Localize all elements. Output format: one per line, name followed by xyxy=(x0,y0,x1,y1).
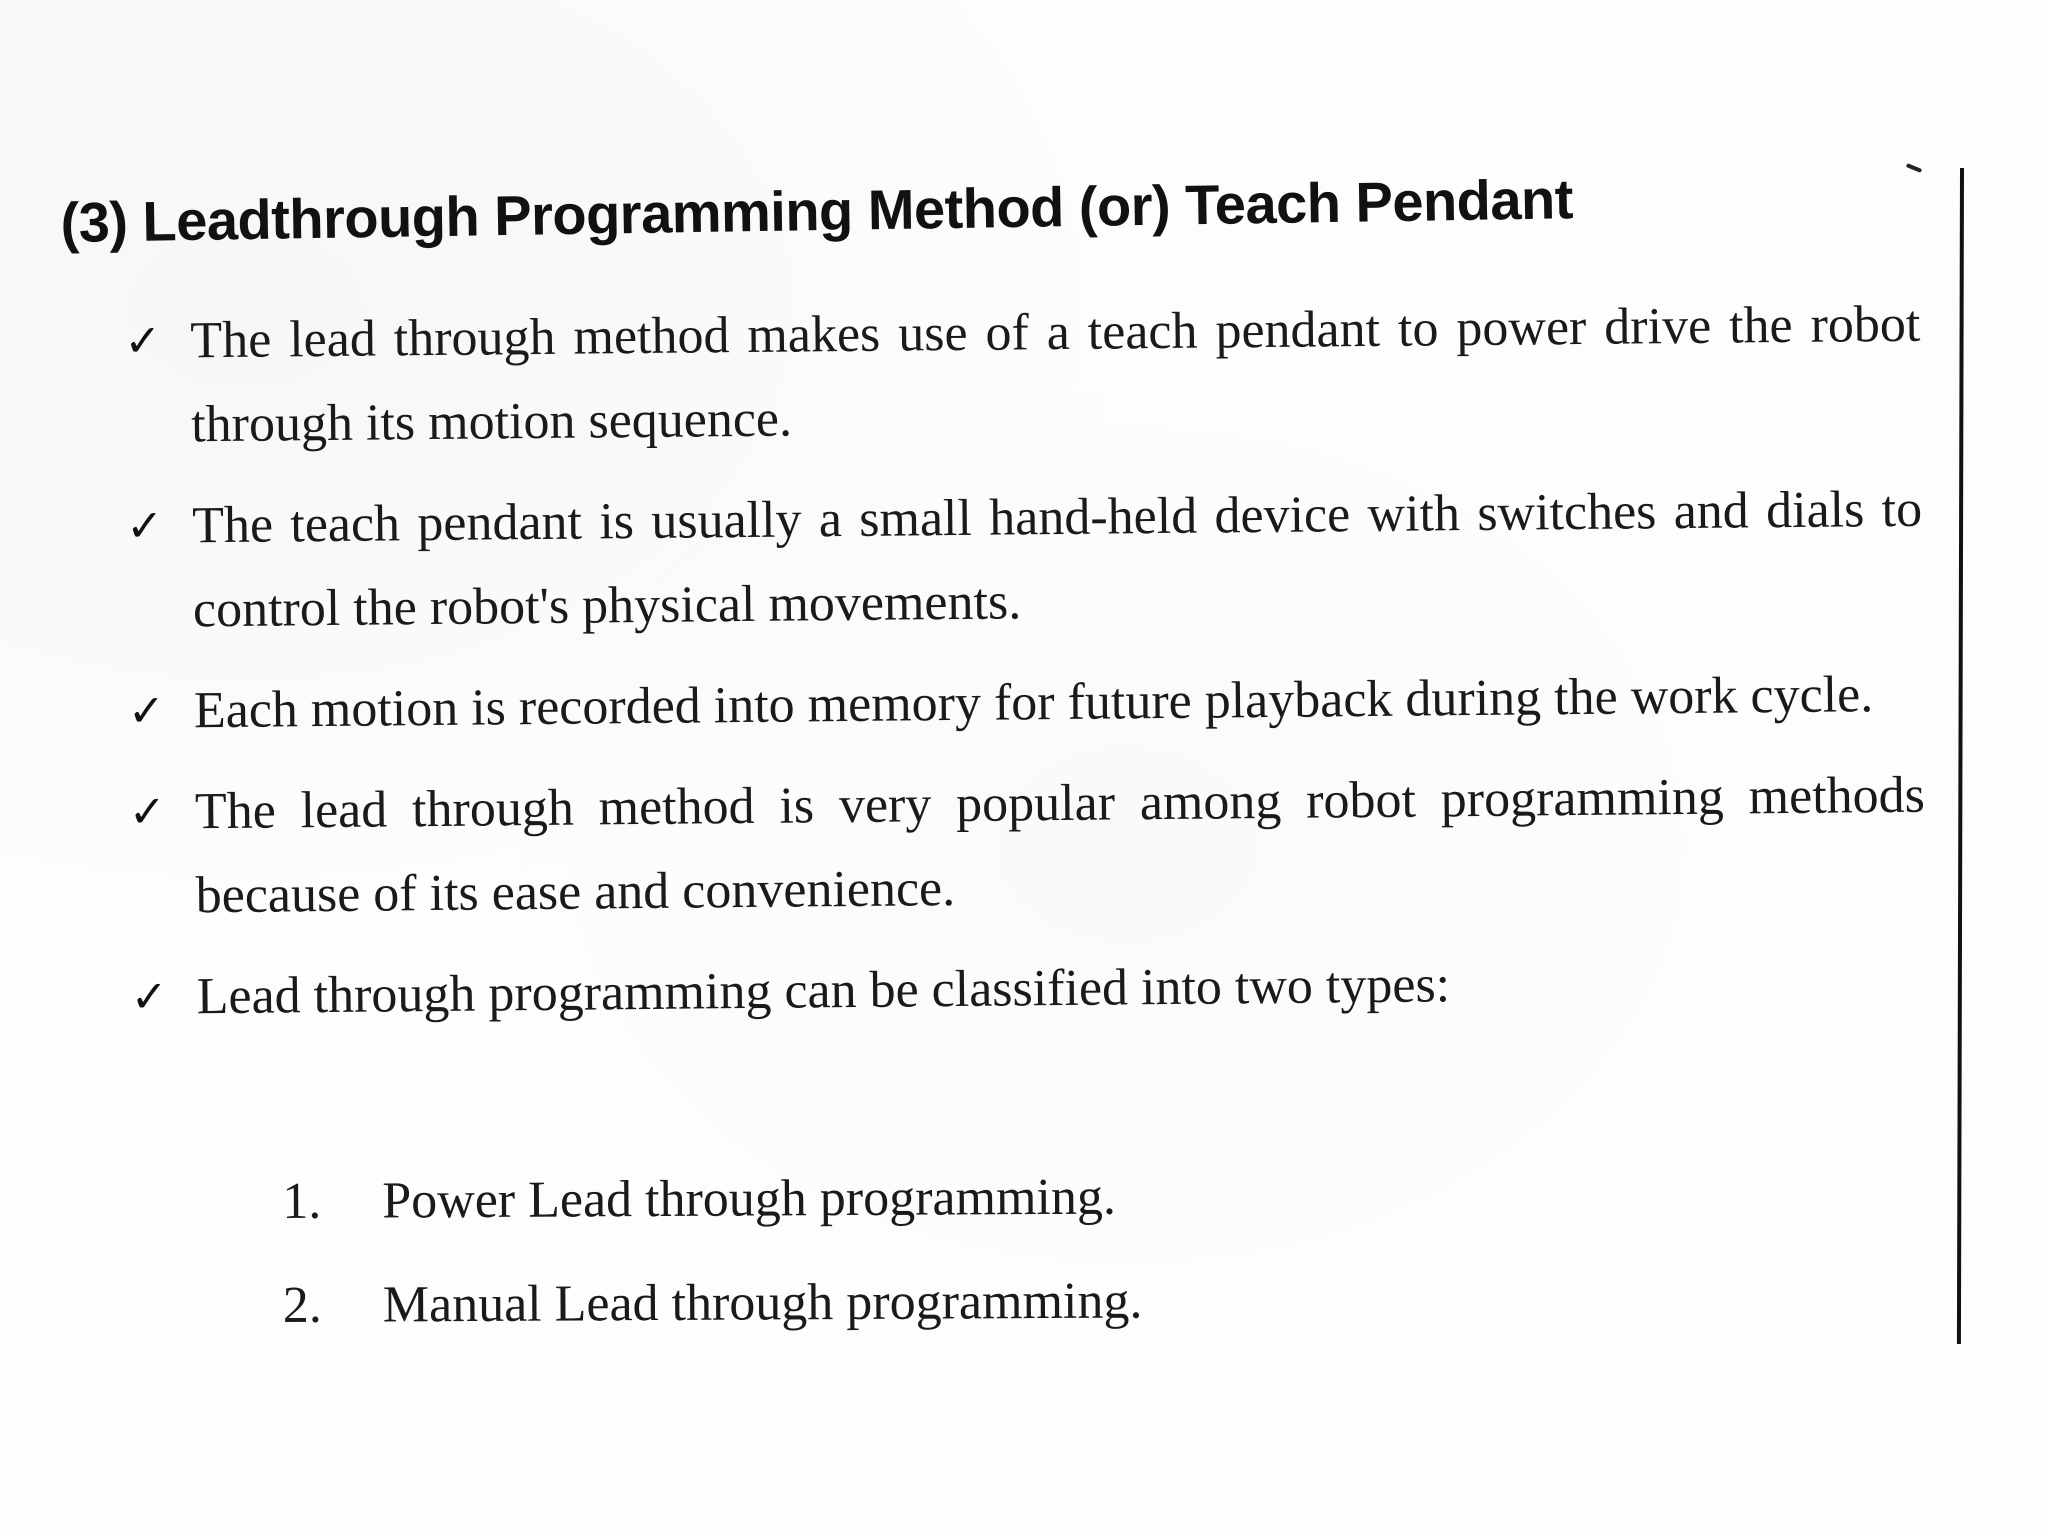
bullet-item-3 xyxy=(124,653,1925,754)
list-number: 2. xyxy=(282,1276,322,1334)
checkmark-icon: ✓ xyxy=(125,500,164,552)
bullet-list xyxy=(120,283,1927,1057)
bullet-text: Each motion is recorded into memory for future playback during the work cycle. xyxy=(193,666,1874,740)
checkmark-icon: ✓ xyxy=(128,786,167,838)
bullet-text: Lead through programming can be classified into two types: xyxy=(196,956,1451,1026)
section-heading: (3) Leadthrough Programming Method (or) Teach Pendant xyxy=(60,167,1574,254)
checkmark-icon: ✓ xyxy=(124,315,162,367)
bullet-text: The teach pendant is usually a small hand-held device with switches and dials to control the robot's physical movements. xyxy=(191,480,1923,639)
types-list xyxy=(282,1145,1143,1357)
bullet-item-1 xyxy=(120,283,1922,468)
bullet-text: The lead through method is very popular among robot programming methods because of its ease and convenience. xyxy=(194,766,1926,925)
list-number: 1. xyxy=(282,1172,322,1230)
bullet-text: The lead through method makes use of a teach pendant to power drive the robot through its motion sequence. xyxy=(190,295,1921,454)
bullet-item-5 xyxy=(126,939,1927,1040)
type-item-2 xyxy=(283,1249,1143,1357)
checkmark-icon: ✓ xyxy=(127,685,166,737)
type-item-1 xyxy=(282,1145,1142,1253)
bullet-item-4 xyxy=(125,754,1927,939)
checkmark-icon: ✓ xyxy=(130,971,168,1023)
bullet-item-2 xyxy=(122,468,1924,653)
type-text: Manual Lead through programming. xyxy=(382,1272,1143,1334)
type-text: Power Lead through programming. xyxy=(382,1168,1117,1230)
